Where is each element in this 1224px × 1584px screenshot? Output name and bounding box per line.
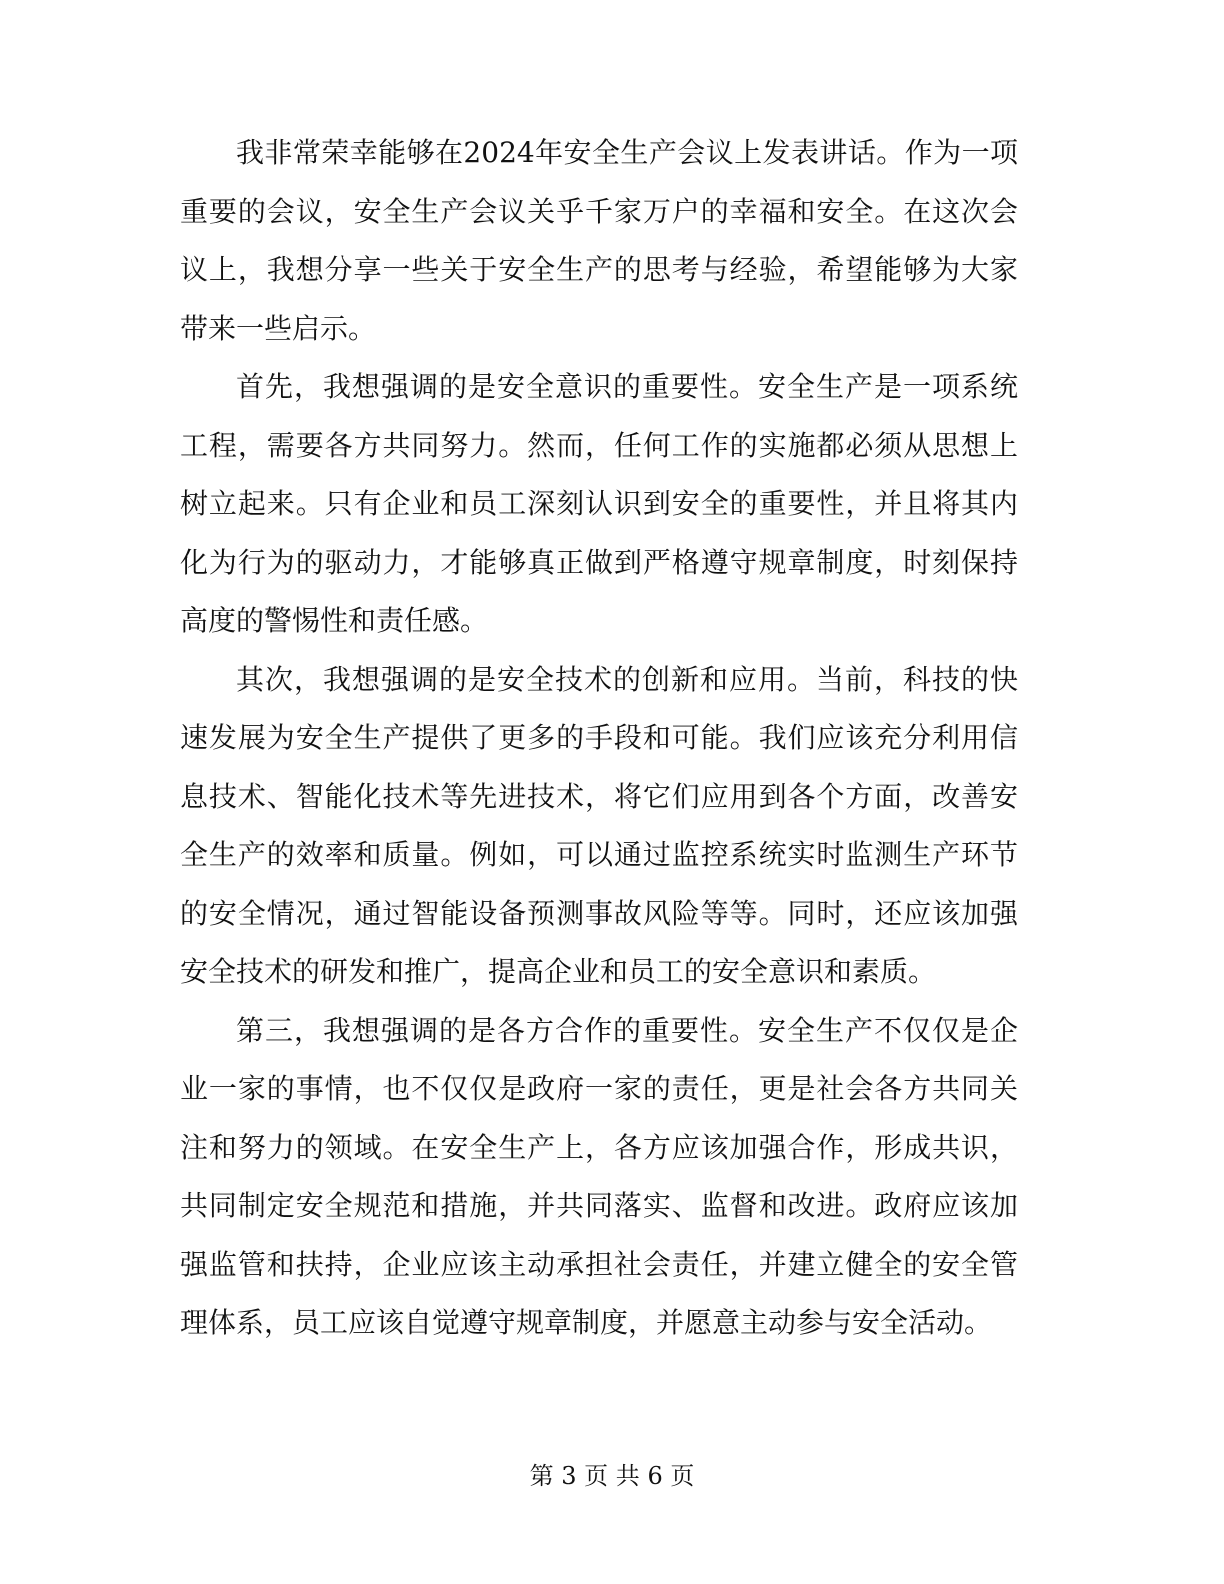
page-number-footer: 第 3 页 共 6 页 — [529, 1462, 695, 1490]
paragraph-safety-technology: 其次，我想强调的是安全技术的创新和应用。当前，科技的快速发展为安全生产提供了更多的手段和可能。我们应该充分利用信息技术、智能化技术等先进技术，将它们应用到各个方面，改善安全生产的效率和质量。例如，可以通过监控系统实时监测生产环节的安全情况，通过智能设备预测事故风险等等。同时，还应该加强安全技术的研发和推广，提高企业和员工的安全意识和素质。 — [180, 662, 1018, 988]
paragraph-cooperation: 第三，我想强调的是各方合作的重要性。安全生产不仅仅是企业一家的事情，也不仅仅是政府一家的责任，更是社会各方共同关注和努力的领域。在安全生产上，各方应该加强合作，形成共识，共同制定安全规范和措施，并共同落实、监督和改进。政府应该加强监管和扶持，企业应该主动承担社会责任，并建立健全的安全管理体系，员工应该自觉遵守规章制度，并愿意主动参与安全活动。 — [180, 1013, 1018, 1339]
paragraph-safety-awareness: 首先，我想强调的是安全意识的重要性。安全生产是一项系统工程，需要各方共同努力。然而，任何工作的实施都必须从思想上树立起来。只有企业和员工深刻认识到安全的重要性，并且将其内化为行为的驱动力，才能够真正做到严格遵守规章制度，时刻保持高度的警惕性和责任感。 — [180, 370, 1018, 637]
document-body — [180, 124, 1018, 1353]
paragraph-intro: 我非常荣幸能够在2024年安全生产会议上发表讲话。作为一项重要的会议，安全生产会议关乎千家万户的幸福和安全。在这次会议上，我想分享一些关于安全生产的思考与经验，希望能够为大家带来一些启示。 — [180, 136, 1018, 345]
